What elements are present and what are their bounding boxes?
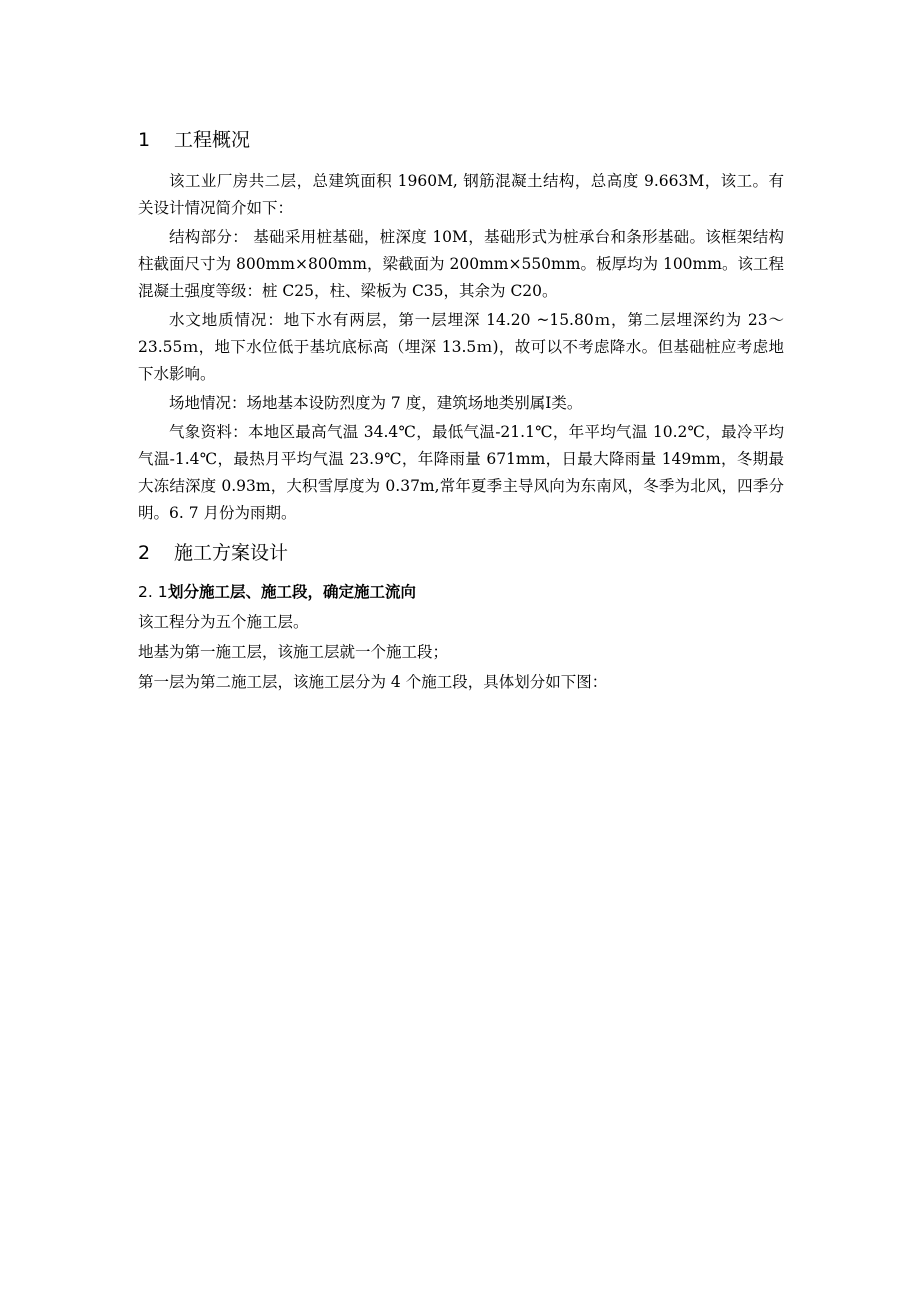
climate-paragraph: 气象资料：本地区最高气温 34.4℃，最低气温-21.1℃，年平均气温 10.2℃，最冷平均气温-1.4℃，最热月平均气温 23.9℃，年降雨量 671mm，日最大降雨量 149mm，冬期最大冻结深度 0.93m，大积雪厚度为 0.37m,常年夏季主导风向为东南风，冬季为北风，四季分明。6. 7 月份为雨期。	[138, 423, 784, 522]
section-1-number: 1	[138, 129, 151, 151]
hydrogeology-paragraph: 水文地质情况：地下水有两层，第一层埋深 14.20 ~15.80ｍ，第二层埋深约为 23～23.55ｍ，地下水位低于基坑底标高（埋深 13.5ｍ)，故可以不考虑降水。但基础桩应考虑地下水影响。	[138, 311, 784, 383]
section-1-content	[138, 168, 784, 527]
subsection-2-1-heading	[138, 579, 784, 605]
section-1-title: 工程概况	[174, 129, 251, 151]
first-floor-layer-paragraph: 第一层为第二施工层，该施工层分为 4 个施工段，具体划分如下图：	[138, 673, 608, 691]
section-1-heading	[138, 126, 784, 154]
section-2-number: 2	[138, 542, 151, 564]
structure-paragraph: 结构部分： 基础采用桩基础，桩深度 10M，基础形式为桩承台和条形基础。该框架结构柱截面尺寸为 800mm×800mm，梁截面为 200mm×550mm。板厚均为 100mm。该工程混凝土强度等级：桩 C25，柱、梁板为 C35，其余为 C20。	[138, 228, 784, 300]
site-paragraph: 场地情况：场地基本设防烈度为 7 度，建筑场地类别属Ⅰ类。	[169, 394, 583, 412]
subsection-2-1-number: 2. 1	[138, 583, 168, 601]
section-2-heading	[138, 539, 784, 567]
foundation-layer-paragraph: 地基为第一施工层，该施工层就一个施工段；	[138, 643, 449, 661]
overview-paragraph: 该工业厂房共二层，总建筑面积 1960M, 钢筋混凝土结构，总高度 9.663M，该工。有关设计情况简介如下：	[138, 172, 784, 217]
subsection-2-1-title: 划分施工层、施工段，确定施工流向	[168, 583, 417, 601]
subsection-2-1-content	[138, 609, 784, 696]
construction-layers-paragraph: 该工程分为五个施工层。	[138, 613, 309, 631]
document-body	[138, 126, 784, 699]
section-2-title: 施工方案设计	[174, 542, 289, 564]
